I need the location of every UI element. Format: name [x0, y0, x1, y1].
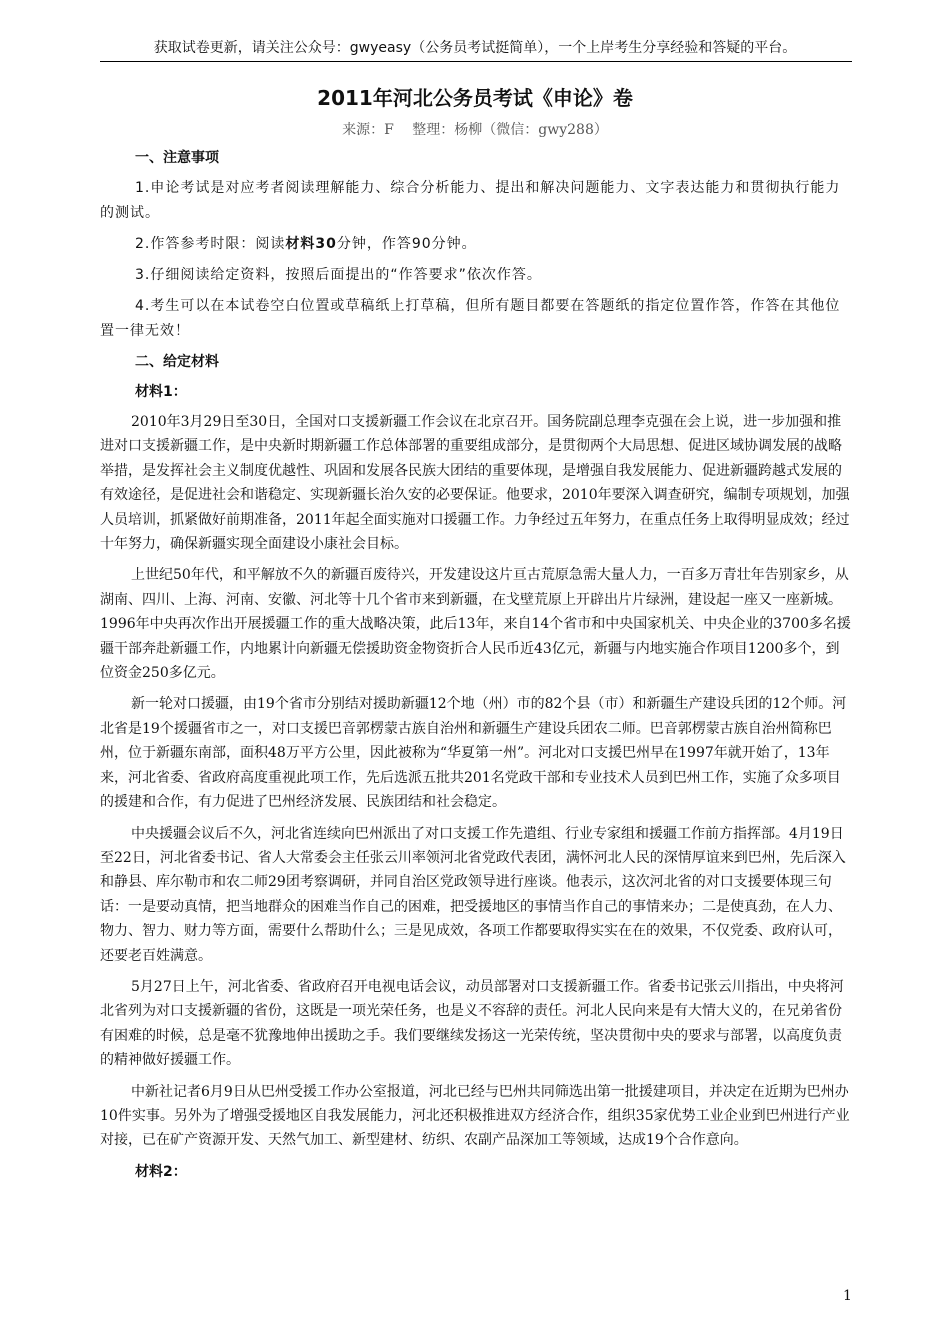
time-limit-prefix: 2.作答参考时限：阅读	[135, 236, 286, 252]
time-limit-material: 材料	[285, 236, 316, 252]
header-notice: 获取试卷更新，请关注公众号：gwyeasy（公务员考试挺简单），一个上岸考生分享经验和答疑的平台。	[153, 40, 797, 56]
material-1-label: 材料1：	[135, 384, 187, 400]
source-label: 来源：F	[342, 122, 394, 138]
header-divider	[100, 61, 852, 62]
note-item-1: 1.申论考试是对应考者阅读理解能力、综合分析能力、提出和解决问题能力、文字表达能力和贯彻执行能力的测试。	[100, 180, 841, 221]
editor-label: 整理：杨柳（微信：gwy288）	[412, 122, 608, 138]
material-1-paragraph: 中央援疆会议后不久，河北省连续向巴州派出了对口支援工作先遣组、行业专家组和援疆工作前方指挥部。4月19日至22日，河北省委书记、省人大常委会主任张云川率领河北省党政代表团，满怀河北人民的深情厚谊来到巴州，先后深入和静县、库尔勒市和农二师29团考察调研，并同自治区党政领导进行座谈。他表示，这次河北省的对口支援要体现三句话：一是要动真情，把当地群众的困难当作自己的困难，把受援地区的事情当作自己的事情来办；二是使真劲，在人力、物力、智力、财力等方面，需要什么帮助什么；三是见成效，各项工作都要取得实实在在的效果，不仅党委、政府认可，还要老百姓满意。	[100, 825, 846, 964]
answer-minutes: 90	[411, 236, 432, 252]
note-item-4: 4.考生可以在本试卷空白位置或草稿纸上打草稿，但所有题目都要在答题纸的指定位置作答，作答在其他位置一律无效！	[100, 298, 841, 339]
note-item-2	[100, 232, 852, 257]
source-line	[100, 120, 850, 140]
material-1-paragraph: 新一轮对口援疆，由19个省市分别结对援助新疆12个地（州）市的82个县（市）和新疆生产建设兵团的12个师。河北省是19个援疆省市之一，对口支援巴音郭楞蒙古族自治州和新疆生产建设兵团农二师。巴音郭楞蒙古族自治州简称巴州，位于新疆东南部，面积48万平方公里，因此被称为“华夏第一州”。河北对口支援巴州早在1997年就开始了，13年来，河北省委、省政府高度重视此项工作，先后选派五批共201名党政干部和专业技术人员到巴州工作，实施了众多项目的援建和合作，有力促进了巴州经济发展、民族团结和社会稳定。	[100, 696, 847, 811]
reading-minutes: 30	[315, 236, 337, 252]
material-2-label: 材料2：	[135, 1163, 187, 1180]
page-number: 1	[843, 1288, 852, 1304]
time-limit-middle: 分钟，作答	[336, 236, 412, 252]
section-heading-materials: 二、给定材料	[135, 354, 219, 370]
document-body	[100, 146, 852, 1190]
page-title: 2011年河北公务员考试《申论》卷	[317, 86, 633, 110]
material-1-paragraph: 2010年3月29日至30日，全国对口支援新疆工作会议在北京召开。国务院副总理李克强在会上说，进一步加强和推进对口支援新疆工作，是中央新时期新疆工作总体部署的重要组成部分，是贯彻两个大局思想、促进区域协调发展的战略举措，是发挥社会主义制度优越性、巩固和发展各民族大团结的重要体现，是增强自我发展能力、促进新疆跨越式发展的有效途径，是促进社会和谐稳定、实现新疆长治久安的必要保证。他要求，2010年要深入调查研究，编制专项规划，加强人员培训，抓紧做好前期准备，2011年起全面实施对口援疆工作。力争经过五年努力，在重点任务上取得明显成效；经过十年努力，确保新疆实现全面建设小康社会目标。	[100, 414, 850, 553]
section-heading-notes: 一、注意事项	[135, 150, 219, 166]
material-1-paragraph: 上世纪50年代，和平解放不久的新疆百废待兴，开发建设这片亘古荒原急需大量人力，一百多万青壮年告别家乡，从湖南、四川、上海、河南、安徽、河北等十几个省市来到新疆，在戈壁荒原上开辟出片片绿洲，建设起一座又一座新城。1996年中央再次作出开展援疆工作的重大战略决策，此后13年，来自14个省市和中央国家机关、中央企业的3700多名援疆干部奔赴新疆工作，内地累计向新疆无偿援助资金物资折合人民币近43亿元，新疆与内地实施合作项目1200多个，到位资金250多亿元。	[100, 567, 851, 682]
note-item-3: 3.仔细阅读给定资料，按照后面提出的“作答要求”依次作答。	[135, 267, 542, 283]
material-1-paragraph: 中新社记者6月9日从巴州受援工作办公室报道，河北已经与巴州共同筛选出第一批援建项目，并决定在近期为巴州办10件实事。另外为了增强受援地区自我发展能力，河北还积极推进双方经济合作，组织35家优势工业企业到巴州进行产业对接，已在矿产资源开发、天然气加工、新型建材、纺织、农副产品深加工等领域，达成19个合作意向。	[100, 1083, 850, 1149]
material-1-paragraph: 5月27日上午，河北省委、省政府召开电视电话会议，动员部署对口支援新疆工作。省委书记张云川指出，中央将河北省列为对口支援新疆的省份，这既是一项光荣任务，也是义不容辞的责任。河北人民向来是有大情大义的，在兄弟省份有困难的时候，总是毫不犹豫地伸出援助之手。我们要继续发扬这一光荣传统，坚决贯彻中央的要求与部署，以高度负责的精神做好援疆工作。	[100, 978, 844, 1069]
time-limit-suffix: 分钟。	[431, 236, 477, 252]
